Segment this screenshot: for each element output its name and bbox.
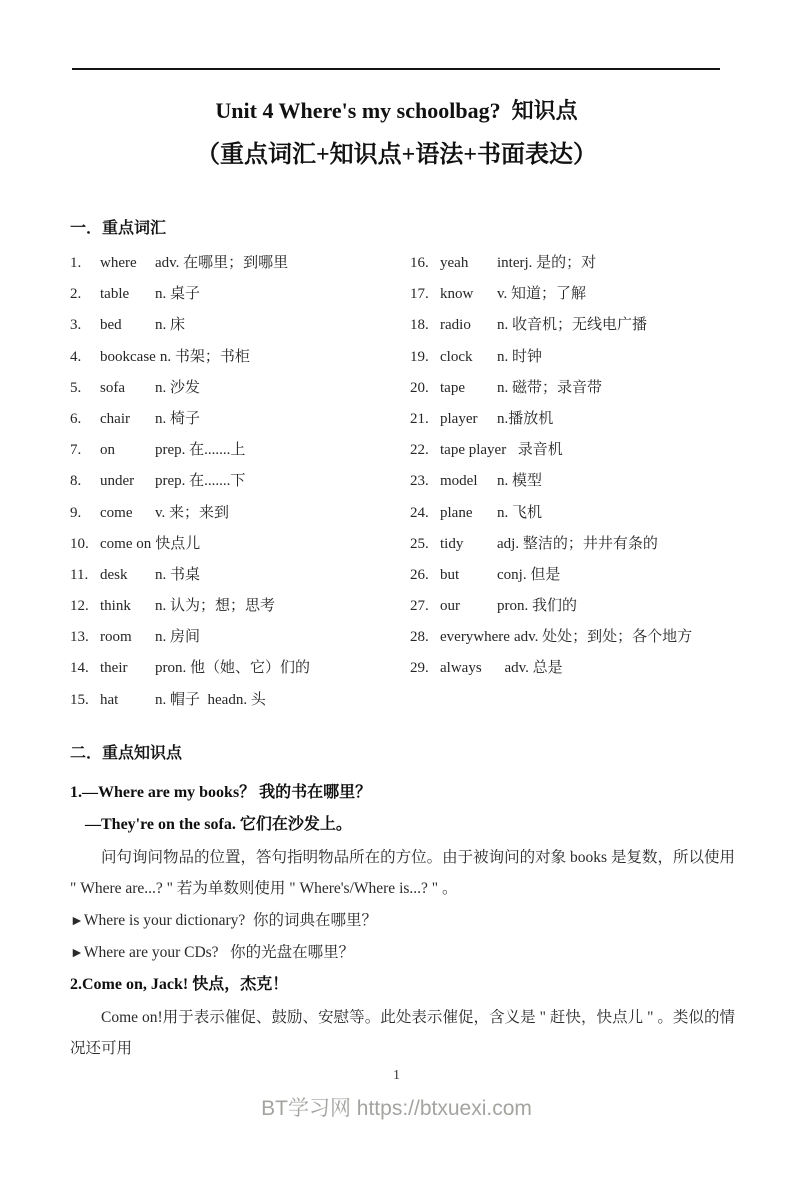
document-page: [0, 68, 793, 1190]
vocab-number: 4.: [70, 348, 82, 365]
vocab-row: [70, 310, 410, 341]
example-text: Where are your CDs? 你的光盘在哪里？: [83, 944, 355, 962]
vocab-row: [410, 529, 735, 560]
vocab-word: tape player: [440, 442, 507, 459]
vocab-definition: n. 时钟: [497, 348, 543, 365]
vocab-row: [410, 373, 735, 404]
document-subtitle: （重点词汇+知识点+语法+书面表达）: [195, 142, 598, 168]
vocab-word: on: [100, 442, 115, 459]
vocab-definition: n. 书桌: [155, 566, 201, 583]
vocab-word: player: [440, 410, 478, 427]
vocab-number: 16.: [410, 255, 429, 271]
vocab-row: [70, 373, 410, 404]
vocab-definition: n. 帽子 headn. 头: [155, 691, 266, 708]
point2-heading: 2.Come on, Jack! 快点，杰克！: [70, 975, 289, 993]
vocab-number: 7.: [70, 442, 82, 459]
vocab-definition: interj. 是的；对: [497, 255, 597, 271]
vocab-number: 28.: [410, 629, 429, 646]
vocab-word: plane: [440, 504, 473, 521]
vocab-column-left: [70, 248, 410, 716]
vocab-definition: pron. 他（她、它）们的: [155, 660, 310, 677]
point2-explanation: Come on!用于表示催促、鼓励、安慰等。此处表示催促，含义是 " 赶快，快点儿 " 。类似的情况还可用: [70, 1008, 735, 1058]
vocab-definition: v. 知道；了解: [497, 286, 587, 303]
vocab-row: [70, 466, 410, 497]
vocab-number: 3.: [70, 317, 82, 334]
example-line-2: [70, 937, 735, 970]
vocab-word: know: [440, 286, 474, 303]
arrow-bullet-icon: ►: [70, 913, 84, 929]
vocab-row: [70, 498, 410, 529]
vocab-number: 2.: [70, 286, 82, 303]
vocab-definition: pron. 我们的: [497, 598, 577, 615]
vocab-row: [410, 279, 735, 310]
vocab-row: [410, 622, 735, 653]
vocab-definition: n. 沙发: [155, 379, 201, 396]
document-title: Unit 4 Where's my schoolbag? 知识点: [215, 98, 578, 123]
vocab-number: 6.: [70, 410, 82, 427]
vocab-number: 5.: [70, 379, 82, 396]
vocab-row: [410, 248, 735, 279]
vocab-definition: n. 床: [155, 317, 186, 334]
vocab-number: 25.: [410, 535, 429, 552]
vocab-definition: n. 桌子: [155, 286, 201, 303]
vocab-word: come on: [100, 535, 152, 552]
vocab-word: their: [100, 660, 128, 677]
vocab-row: [70, 622, 410, 653]
vocab-word: where: [100, 255, 137, 271]
vocab-row: [410, 310, 735, 341]
vocab-word: radio: [440, 317, 471, 334]
vocab-word: model: [440, 473, 478, 490]
vocab-number: 14.: [70, 660, 89, 677]
vocab-definition: n. 书架；书柜: [159, 348, 250, 365]
vocab-number: 10.: [70, 535, 89, 552]
vocab-definition: adv. 总是: [497, 660, 563, 677]
vocab-word: but: [440, 566, 460, 583]
vocab-row: [70, 591, 410, 622]
vocab-word: bed: [100, 317, 122, 334]
vocab-word: come: [100, 504, 133, 521]
example-line-1: [70, 905, 735, 938]
vocab-word: under: [100, 473, 135, 490]
example-text: Where is your dictionary? 你的词典在哪里？: [83, 911, 378, 929]
page-number: 1: [393, 1067, 400, 1083]
vocab-definition: prep. 在.......上: [155, 442, 246, 459]
vocab-definition: n.播放机: [497, 410, 554, 427]
vocab-number: 22.: [410, 442, 429, 459]
vocab-row: [70, 279, 410, 310]
vocab-definition: adv. 处处；到处；各个地方: [513, 629, 693, 646]
vocab-number: 15.: [70, 691, 89, 708]
vocab-row: [70, 685, 410, 716]
vocab-row: [410, 560, 735, 591]
vocab-row: [410, 653, 735, 684]
vocab-number: 13.: [70, 629, 89, 646]
vocab-word: bookcase: [100, 348, 156, 365]
vocab-number: 1.: [70, 255, 82, 271]
vocab-row: [410, 466, 735, 497]
vocab-number: 20.: [410, 379, 429, 396]
vocab-number: 18.: [410, 317, 429, 334]
vocab-definition: n. 收音机；无线电广播: [497, 317, 648, 334]
vocab-number: 12.: [70, 598, 89, 615]
vocab-word: tidy: [440, 535, 464, 552]
vocab-definition: 快点儿: [155, 535, 201, 552]
vocab-number: 24.: [410, 504, 429, 521]
vocab-definition: n. 房间: [155, 629, 201, 646]
vocab-section-heading: 一．重点词汇: [70, 220, 167, 237]
vocab-number: 21.: [410, 410, 429, 427]
vocab-word: clock: [440, 348, 473, 365]
vocab-row: [70, 529, 410, 560]
vocab-row: [70, 653, 410, 684]
vocab-row: [70, 435, 410, 466]
site-footer-watermark: BT学习网 https://btxuexi.com: [261, 1096, 532, 1120]
point1-explanation: 问句询问物品的位置，答句指明物品所在的方位。由于被询问的对象 books 是复数，所以使用 " Where are...? " 若为单数则使用 " Where's/Where is...? " 。: [70, 848, 739, 898]
document-body: [0, 218, 793, 1065]
vocab-row: [410, 435, 735, 466]
vocab-number: 26.: [410, 566, 429, 583]
vocab-word: tape: [440, 379, 465, 396]
vocab-definition: v. 来；来到: [155, 504, 230, 521]
vocab-word: yeah: [440, 255, 469, 271]
vocab-word: our: [440, 598, 460, 615]
vocab-definition: prep. 在.......下: [155, 473, 246, 490]
vocab-list: [70, 248, 735, 716]
vocab-row: [410, 591, 735, 622]
vocab-word: think: [100, 598, 131, 615]
vocab-column-right: [410, 248, 735, 685]
arrow-bullet-icon: ►: [70, 946, 84, 962]
vocab-number: 17.: [410, 286, 429, 303]
vocab-number: 19.: [410, 348, 429, 365]
vocab-definition: n. 磁带；录音带: [497, 379, 603, 396]
vocab-word: table: [100, 286, 130, 303]
vocab-number: 23.: [410, 473, 429, 490]
vocab-row: [70, 404, 410, 435]
vocab-definition: 录音机: [510, 442, 563, 459]
vocab-definition: n. 认为；想；思考: [155, 598, 276, 615]
vocab-definition: adv. 在哪里；到哪里: [155, 255, 289, 271]
vocab-definition: adj. 整洁的；井井有条的: [497, 535, 658, 552]
vocab-number: 8.: [70, 473, 82, 490]
vocab-number: 11.: [70, 566, 89, 583]
vocab-word: room: [100, 629, 132, 646]
vocab-word: desk: [100, 566, 128, 583]
vocab-number: 9.: [70, 504, 82, 521]
knowledge-section-heading: 二．重点知识点: [70, 744, 183, 762]
vocab-word: chair: [100, 410, 130, 427]
vocab-definition: n. 模型: [497, 473, 543, 490]
vocab-row: [70, 248, 410, 279]
vocab-row: [70, 560, 410, 591]
vocab-row: [410, 404, 735, 435]
vocab-word: everywhere: [440, 629, 510, 646]
vocab-number: 27.: [410, 598, 429, 615]
point1-answer: —They're on the sofa. 它们在沙发上。: [85, 815, 352, 833]
vocab-definition: n. 椅子: [155, 410, 201, 427]
header-rule: [72, 68, 720, 70]
vocab-number: 29.: [410, 660, 429, 677]
vocab-definition: n. 飞机: [497, 504, 543, 521]
vocab-word: always: [440, 660, 482, 677]
vocab-definition: conj. 但是: [497, 566, 561, 583]
vocab-row: [410, 498, 735, 529]
vocab-word: sofa: [100, 379, 125, 396]
point1-question: 1.—Where are my books？ 我的书在哪里？: [70, 783, 372, 801]
vocab-row: [410, 342, 735, 373]
vocab-row: [70, 342, 410, 373]
vocab-word: hat: [100, 691, 119, 708]
